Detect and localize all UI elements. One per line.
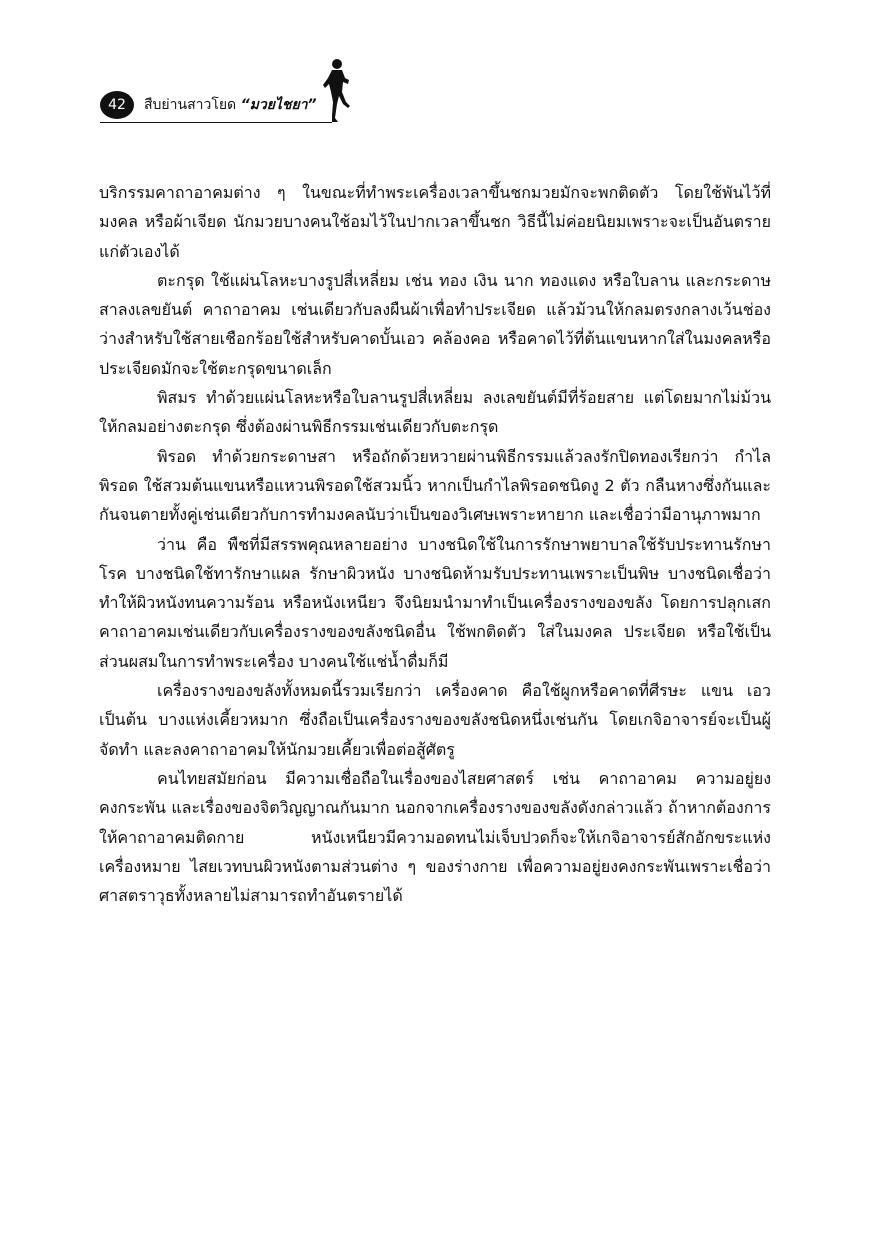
paragraph-takrut: ตะกรุด ใช้แผ่นโลหะบางรูปสี่เหลี่ยม เช่น ทอง เงิน นาก ทองแดง หรือใบลาน และกระดาษสาลงเลขยันต์ คาถาอาคม เช่นเดียวกับลงผืนผ้าเพื่อทำประเจียด แล้วม้วนให้กลมตรงกลางเว้นช่องว่างสำหรับใช้สายเชือกร้อยใช้สำหรับคาดบั้นเอว คล้องคอ หรือคาดไว้ที่ต้นแขนหากใส่ในมงคลหรือประเจียดมักจะใช้ตะกรุดขนาดเล็ก [99, 270, 771, 378]
header-rule [100, 122, 332, 123]
book-title: “มวยไชยา” [240, 97, 317, 113]
paragraph-tattoo-beliefs: คนไทยสมัยก่อน มีความเชื่อถือในเรื่องของไสยศาสตร์ เช่น คาถาอาคม ความอยู่ยงคงกระพัน และเรื่องของจิตวิญญาณกันมาก นอกจากเครื่องรางของขลังดังกล่าวแล้ว ถ้าหากต้องการให้คาถาอาคมติดกาย หนังเหนียวมีความอดทนไม่เจ็บปวดก็จะให้เกจิอาจารย์สักอักขระแห่งเครื่องหมาย ไสยเวทบนผิวหนังตามส่วนต่าง ๆ ของร่างกาย เพื่อความอยู่ยงคงกระพันเพราะเชื่อว่าศาสตราวุธทั้งหลายไม่สามารถทำอันตรายได้ [99, 768, 771, 906]
running-header [100, 86, 400, 126]
paragraph-pirot: พิรอด ทำด้วยกระดาษสา หรือถักด้วยหวายผ่านพิธีกรรมแล้วลงรักปิดทองเรียกว่า กำไลพิรอด ใช้สวมต้นแขนหรือแหวนพิรอดใช้สวมนิ้ว หากเป็นกำไลพิรอดชนิดงู 2 ตัว กลืนหางซึ่งกันและกันจนตายทั้งคู่เช่นเดียวกับการทำมงคลนับว่าเป็นของวิเศษเพราะหายาก และเชื่อว่ามีอานุภาพมาก [99, 446, 771, 525]
paragraph: บริกรรมคาถาอาคมต่าง ๆ ในขณะที่ทำพระเครื่องเวลาขึ้นชกมวยมักจะพกติดตัว โดยใช้พันไว้ที่มงคล หรือผ้าเจียด นักมวยบางคนใช้อมไว้ในปากเวลาขึ้นชก วิธีนี้ไม่ค่อยนิยมเพราะจะเป็นอันตรายแก่ตัวเองได้ [99, 183, 771, 261]
body-text [99, 178, 771, 910]
paragraph-pissamon: พิสมร ทำด้วยแผ่นโลหะหรือใบลานรูปสี่เหลี่ยม ลงเลขยันต์มีที่ร้อยสาย แต่โดยมากไม่ม้วนให้กลมอย่างตะกรุด ซึ่งต้องผ่านพิธีกรรมเช่นเดียวกับตะกรุด [99, 388, 771, 437]
boxer-silhouette-icon [322, 58, 352, 124]
paragraph-wan: ว่าน คือ พืชที่มีสรรพคุณหลายอย่าง บางชนิดใช้ในการรักษาพยาบาลใช้รับประทานรักษาโรค บางชนิดใช้ทารักษาแผล รักษาผิวหนัง บางชนิดห้ามรับประทานเพราะเป็นพิษ บางชนิดเชื่อว่าทำให้ผิวหนังทนความร้อน หรือหนังเหนียว จึงนิยมนำมาทำเป็นเครื่องรางของขลัง โดยการปลุกเสกคาถาอาคมเช่นเดียวกับเครื่องรางของขลังชนิดอื่น ใช้พกติดตัว ใส่ในมงคล ประเจียด หรือใช้เป็นส่วนผสมในการทำพระเครื่อง บางคนใช้แช่น้ำดื่มก็มี [99, 534, 771, 671]
page-number-badge: 42 [100, 91, 134, 119]
running-title [144, 94, 317, 116]
paragraph-khrueang-khat: เครื่องรางของขลังทั้งหมดนี้รวมเรียกว่า เครื่องคาด คือใช้ผูกหรือคาดที่ศีรษะ แขน เอว เป็นต้น บางแห่งเคี้ยวหมาก ซึ่งถือเป็นเครื่องรางของขลังชนิดหนึ่งเช่นกัน โดยเกจิอาจารย์จะเป็นผู้จัดทำ และลงคาถาอาคมให้นักมวยเคี้ยวเพื่อต่อสู้ศัตรู [99, 681, 771, 759]
series-title: สืบย่านสาวโยด [144, 97, 237, 113]
